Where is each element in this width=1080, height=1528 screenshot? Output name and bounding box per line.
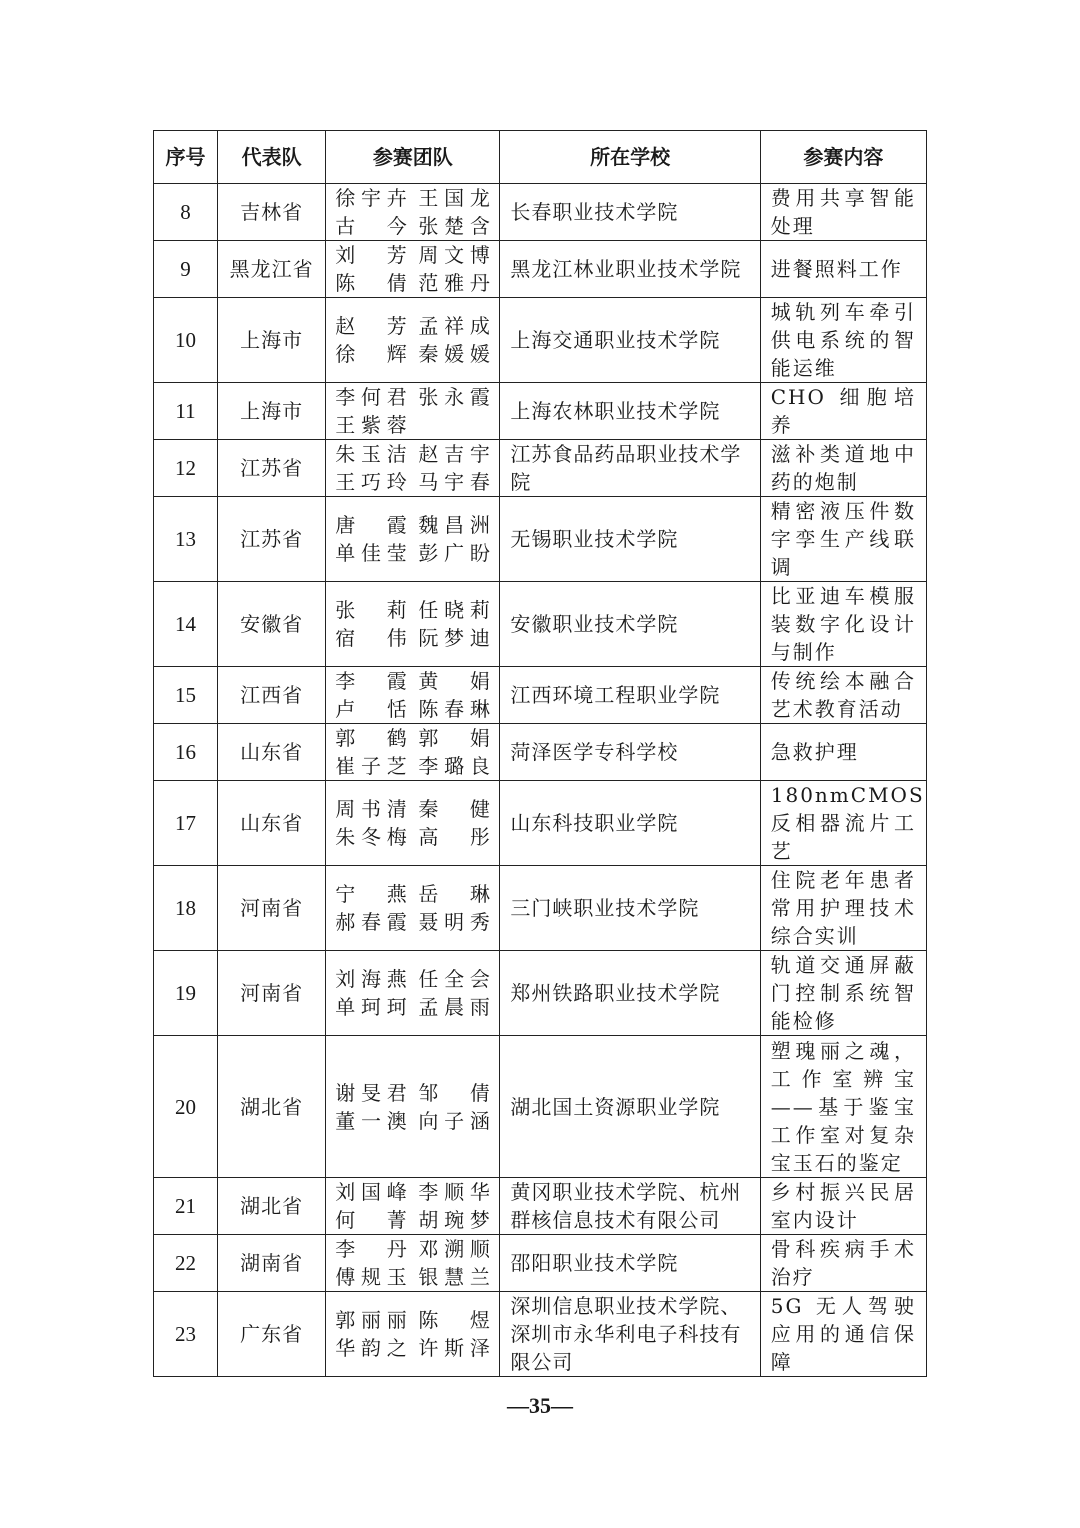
team-member: 朱冬梅 [335,825,408,849]
content-cell: 滋补类道地中药的炮制 [760,440,926,497]
province-cell: 黑龙江省 [218,241,326,298]
school-cell: 深圳信息职业技术学院、深圳市永华利电子科技有限公司 [500,1292,760,1377]
team-member: 任晓莉 [418,598,491,622]
team-member: 郭 鹤 [335,726,408,750]
team-cell [326,724,500,781]
table-row [154,184,927,241]
school-cell: 山东科技职业学院 [500,781,760,866]
school-cell: 无锡职业技术学院 [500,497,760,582]
team-member [418,411,490,439]
header-province: 代表队 [218,131,326,184]
team-cell [326,582,500,667]
province-cell: 湖北省 [218,1178,326,1235]
team-member-line [335,993,490,1021]
team-member: 张 莉 [335,598,408,622]
province-cell: 吉林省 [218,184,326,241]
team-member: 卢 恬 [335,697,408,721]
row-number: 13 [154,497,218,582]
team-member: 陈春琳 [418,697,491,721]
table-row [154,582,927,667]
team-member: 李 霞 [335,669,408,693]
row-number: 18 [154,866,218,951]
team-member: 孟晨雨 [418,995,491,1019]
team-member: 周文博 [418,243,491,267]
team-member: 聂明秀 [418,910,491,934]
team-member: 崔子芝 [335,754,408,778]
school-cell: 上海交通职业技术学院 [500,298,760,383]
team-member: 范雅丹 [418,271,491,295]
header-content: 参赛内容 [760,131,926,184]
team-member-line [335,269,490,297]
team-member-line [335,212,490,240]
table-row [154,1178,927,1235]
school-cell: 菏泽医学专科学校 [500,724,760,781]
team-member-line [335,468,490,496]
team-member: 秦 健 [418,797,491,821]
team-member: 张楚含 [418,214,491,238]
school-cell: 江西环境工程职业学院 [500,667,760,724]
table-row [154,724,927,781]
team-member: 宁 燕 [335,882,408,906]
team-member-line [335,965,490,993]
team-member-line [335,795,490,823]
content-cell: 急救护理 [760,724,926,781]
team-member-line [335,1334,490,1362]
team-member: 刘 芳 [335,243,408,267]
team-member: 黄 娟 [418,669,491,693]
row-number: 23 [154,1292,218,1377]
school-cell: 黄冈职业技术学院、杭州群核信息技术有限公司 [500,1178,760,1235]
row-number: 22 [154,1235,218,1292]
row-number: 14 [154,582,218,667]
school-cell: 郑州铁路职业技术学院 [500,951,760,1036]
header-school: 所在学校 [500,131,760,184]
team-member: 王国龙 [418,186,491,210]
team-member-line [335,724,490,752]
team-member: 单珂珂 [335,995,408,1019]
team-member: 陈 煜 [418,1308,491,1332]
team-member-line [335,241,490,269]
team-member: 何 菁 [335,1208,408,1232]
team-cell [326,1036,500,1178]
team-member: 朱玉洁 [335,442,408,466]
table-row [154,951,927,1036]
table-row [154,383,927,440]
team-member-line [335,383,490,411]
team-member: 阮梦迪 [418,626,491,650]
team-member: 王紫蓉 [335,413,408,437]
content-cell: 5G 无人驾驶应用的通信保障 [760,1292,926,1377]
team-member: 许斯泽 [418,1336,491,1360]
team-member-line [335,596,490,624]
content-cell: 进餐照料工作 [760,241,926,298]
school-cell: 安徽职业技术学院 [500,582,760,667]
row-number: 20 [154,1036,218,1178]
table-row [154,866,927,951]
team-member: 唐 霞 [335,513,408,537]
content-cell: 轨道交通屏蔽门控制系统智能检修 [760,951,926,1036]
team-member-line [335,695,490,723]
team-member: 郝春霞 [335,910,408,934]
page-number: —35— [507,1393,573,1418]
team-member: 周书清 [335,797,408,821]
school-cell: 江苏食品药品职业技术学院 [500,440,760,497]
school-cell: 邵阳职业技术学院 [500,1235,760,1292]
content-cell: 乡村振兴民居室内设计 [760,1178,926,1235]
team-cell [326,298,500,383]
province-cell: 广东省 [218,1292,326,1377]
content-cell: 比亚迪车模服装数字化设计与制作 [760,582,926,667]
team-member: 向子涵 [418,1108,491,1133]
team-member: 王巧玲 [335,470,408,494]
team-cell [326,667,500,724]
team-member-line [335,411,490,439]
table-row [154,1036,927,1178]
header-team: 参赛团队 [326,131,500,184]
team-member: 赵 芳 [335,314,408,338]
team-cell [326,184,500,241]
team-member: 华韵之 [335,1336,408,1360]
province-cell: 江苏省 [218,440,326,497]
row-number: 8 [154,184,218,241]
team-member-line [335,539,490,567]
team-cell [326,241,500,298]
row-number: 17 [154,781,218,866]
team-member-line [335,1306,490,1334]
team-cell [326,1292,500,1377]
team-member: 孟祥成 [418,314,491,338]
team-cell [326,1235,500,1292]
table-body [154,184,927,1377]
content-cell: 费用共享智能处理 [760,184,926,241]
row-number: 15 [154,667,218,724]
table-row [154,497,927,582]
table-row [154,440,927,497]
team-member: 邓溯顺 [418,1237,491,1261]
school-cell: 湖北国土资源职业学院 [500,1036,760,1178]
team-member-line [335,340,490,368]
table-row [154,241,927,298]
content-cell: CHO 细胞培养 [760,383,926,440]
table-header-row [154,131,927,184]
team-member: 徐 辉 [335,342,408,366]
school-cell: 三门峡职业技术学院 [500,866,760,951]
content-cell: 城轨列车牵引供电系统的智能运维 [760,298,926,383]
content-cell: 传统绘本融合艺术教育活动 [760,667,926,724]
province-cell: 上海市 [218,298,326,383]
province-cell: 湖北省 [218,1036,326,1178]
school-cell: 上海农林职业技术学院 [500,383,760,440]
team-member-line [335,312,490,340]
row-number: 9 [154,241,218,298]
team-member: 任全会 [418,967,491,991]
team-member-line [335,908,490,936]
team-member: 郭丽丽 [335,1308,408,1332]
table-row [154,781,927,866]
content-cell: 塑瑰丽之魂，工作室辨宝——基于鉴宝工作室对复杂宝玉石的鉴定 [760,1036,926,1178]
school-cell: 黑龙江林业职业技术学院 [500,241,760,298]
team-member: 董一澳 [335,1108,408,1133]
row-number: 12 [154,440,218,497]
team-member: 宿 伟 [335,626,408,650]
team-member: 刘国峰 [335,1180,408,1204]
team-cell [326,866,500,951]
team-cell [326,383,500,440]
table-row [154,1292,927,1377]
content-cell: 住院老年患者常用护理技术综合实训 [760,866,926,951]
team-member: 郭 娟 [418,726,491,750]
table-row [154,667,927,724]
team-member: 古 今 [335,214,408,238]
row-number: 11 [154,383,218,440]
team-member-line [335,1178,490,1206]
team-member-line [335,1235,490,1263]
team-member: 银慧兰 [418,1265,491,1289]
row-number: 19 [154,951,218,1036]
province-cell: 江西省 [218,667,326,724]
team-member-line [335,1206,490,1234]
row-number: 16 [154,724,218,781]
team-member-line [335,1107,490,1135]
team-member-line [335,624,490,652]
row-number: 21 [154,1178,218,1235]
award-table [153,130,927,1377]
team-member-line [335,511,490,539]
team-member: 高 彤 [418,825,491,849]
content-cell: 精密液压件数字孪生产线联调 [760,497,926,582]
header-no: 序号 [154,131,218,184]
team-member: 彭广盼 [418,541,491,565]
province-cell: 河南省 [218,866,326,951]
team-member: 李璐良 [418,754,491,778]
team-cell [326,440,500,497]
team-member-line [335,184,490,212]
team-member: 秦媛媛 [418,342,491,366]
team-member: 李顺华 [418,1180,491,1204]
team-cell [326,1178,500,1235]
team-member: 徐宇卉 [335,186,408,210]
team-cell [326,781,500,866]
team-member: 傅规玉 [335,1265,408,1289]
team-member: 李何君 [335,385,408,409]
province-cell: 山东省 [218,781,326,866]
team-member-line [335,1263,490,1291]
table-row [154,298,927,383]
team-member: 岳 琳 [418,882,491,906]
table-row [154,1235,927,1292]
province-cell: 湖南省 [218,1235,326,1292]
team-member: 马宇春 [418,470,491,494]
team-member: 魏昌洲 [418,513,491,537]
team-member: 邹 倩 [418,1080,491,1105]
team-member-line [335,1079,490,1107]
province-cell: 山东省 [218,724,326,781]
province-cell: 江苏省 [218,497,326,582]
team-member: 刘海燕 [335,967,408,991]
team-cell [326,951,500,1036]
team-member-line [335,823,490,851]
team-member-line [335,752,490,780]
team-member-line [335,667,490,695]
province-cell: 安徽省 [218,582,326,667]
team-member: 单佳莹 [335,541,408,565]
content-cell: 180nmCMOS 反相器流片工艺 [760,781,926,866]
team-member: 谢旻君 [335,1080,408,1105]
row-number: 10 [154,298,218,383]
content-cell: 骨科疾病手术治疗 [760,1235,926,1292]
school-cell: 长春职业技术学院 [500,184,760,241]
province-cell: 河南省 [218,951,326,1036]
team-member: 胡琬梦 [418,1208,491,1232]
team-member: 陈 倩 [335,271,408,295]
province-cell: 上海市 [218,383,326,440]
team-member: 张永霞 [418,385,491,409]
team-cell [326,497,500,582]
team-member-line [335,440,490,468]
team-member-line [335,880,490,908]
team-member: 李 丹 [335,1237,408,1261]
team-member: 赵吉宇 [418,442,491,466]
